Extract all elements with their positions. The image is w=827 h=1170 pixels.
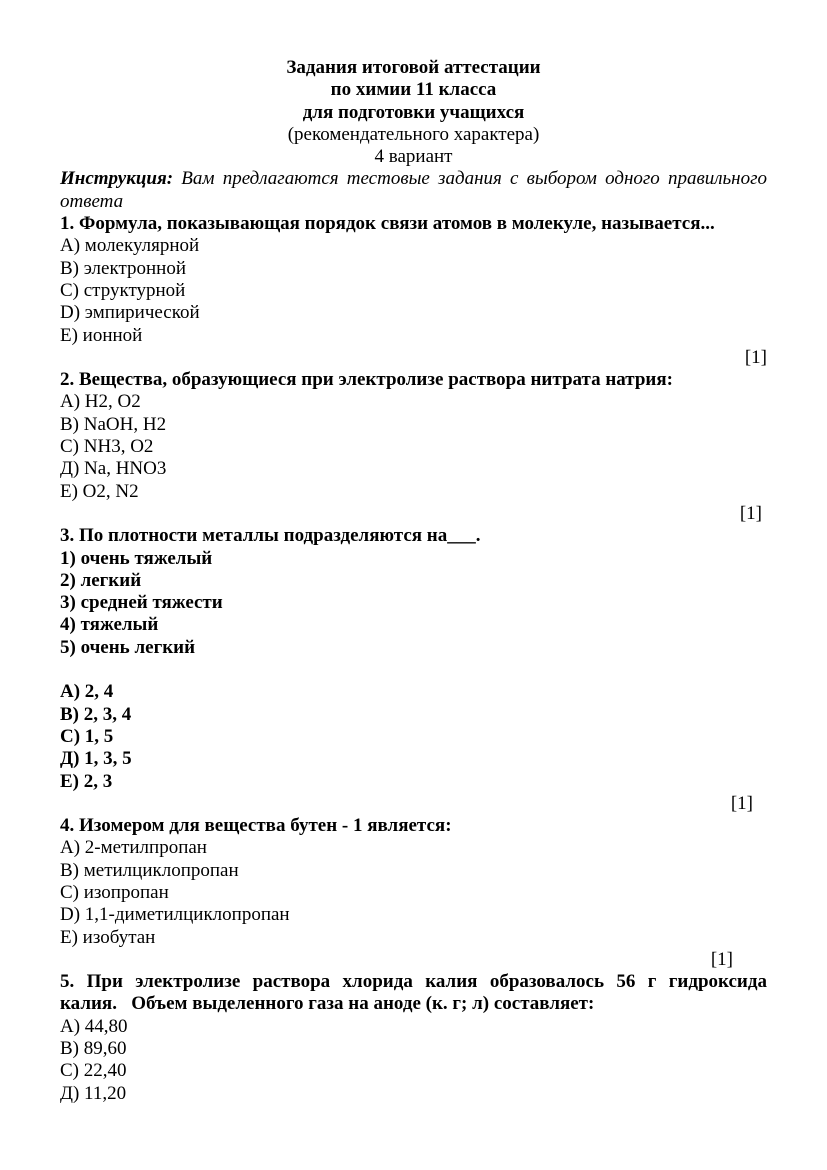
option-line: B) 2, 3, 4 [60,703,132,725]
title-line-2: по химии 11 класса [330,79,497,101]
option-line: E) ионной [60,324,143,346]
option-line: B) 89,60 [60,1038,127,1060]
question-title: 3. По плотности металлы подразделяются на___. [60,525,481,547]
title-line-4: (рекомендательного характера) [287,123,540,145]
question-5 [60,971,767,1105]
list-item: 2) легкий [60,569,142,591]
instruction-line-1 [60,168,767,190]
question-4 [60,815,767,971]
question-title: 4. Изомером для вещества бутен - 1 является: [60,815,452,837]
question-title-line-2: калия. Объем выделенного газа на аноде (к. г; л) составляет: [60,993,595,1015]
question-title: 1. Формула, показывающая порядок связи атомов в молекуле, называется... [60,213,715,235]
option-line: A) молекулярной [60,235,200,257]
document-header [60,57,767,168]
list-item: 1) очень тяжелый [60,547,213,569]
list-item: 3) средней тяжести [60,592,223,614]
option-line: Д) 1, 3, 5 [60,748,132,770]
variant-label: 4 вариант [374,146,453,168]
instruction-line-2: ответа [60,190,124,212]
test-paper-page [60,57,767,1105]
option-line: B) NaOH, H2 [60,413,167,435]
question-title: 2. Вещества, образующиеся при электролизе раствора нитрата натрия: [60,369,673,391]
list-item: 5) очень легкий [60,636,196,658]
option-line: C) 22,40 [60,1060,127,1082]
option-line: E) 2, 3 [60,770,113,792]
option-line: C) структурной [60,279,186,301]
score-badge: [1] [730,792,753,814]
option-line: C) NH3, O2 [60,436,154,458]
option-line: C) 1, 5 [60,725,114,747]
option-line: B) электронной [60,257,186,279]
score-badge: [1] [744,346,767,368]
question-1 [60,213,767,369]
title-line-3: для подготовки учащихся [302,101,525,123]
blank-line [60,659,767,681]
option-line: A) 2-метилпропан [60,837,207,859]
option-line: E) O2, N2 [60,480,139,502]
option-line: D) эмпирической [60,302,200,324]
instruction-paragraph [60,168,767,213]
option-line: A) 2, 4 [60,681,114,703]
list-item: 4) тяжелый [60,614,159,636]
option-line: Д) 11,20 [60,1082,127,1104]
instruction-label: Инструкция: [60,168,174,190]
score-badge: [1] [739,502,762,524]
option-line: C) изопропан [60,881,169,903]
instruction-text: Вам предлагаются тестовые задания с выбором одного правильного [181,168,768,190]
option-line: A) 44,80 [60,1015,128,1037]
option-line: E) изобутан [60,926,156,948]
option-line: D) 1,1-диметилциклопропан [60,904,290,926]
option-line: Д) Na, HNO3 [60,458,167,480]
title-line-1: Задания итоговой аттестации [286,57,541,78]
option-line: A) H2, O2 [60,391,141,413]
option-line: B) метилциклопропан [60,859,239,881]
question-title-line-1: 5. При электролизе раствора хлорида калия образовалось 56 г гидроксида [60,971,767,993]
score-badge: [1] [710,948,733,970]
question-2 [60,369,767,525]
question-3 [60,525,767,815]
